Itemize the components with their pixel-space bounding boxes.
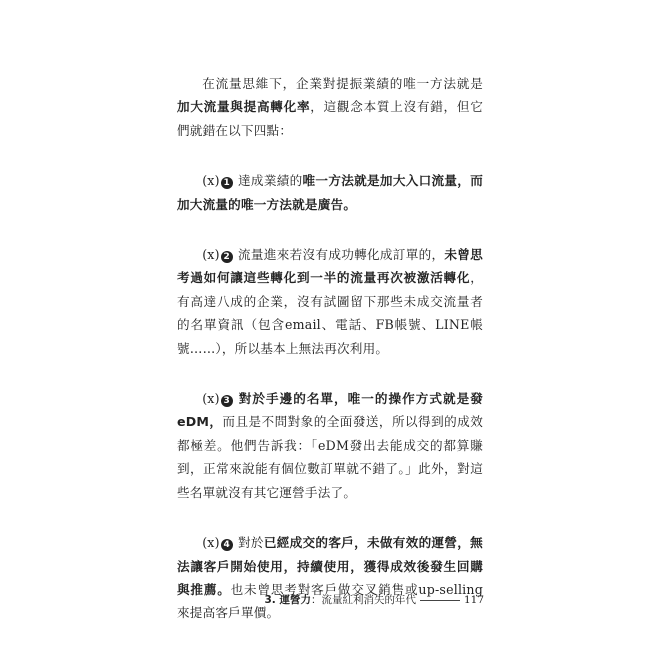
- text-segment: 也未曾思考對客戶做交叉銷售或up-selling來提高客戶單價。: [177, 581, 483, 621]
- chapter-title: 3. 運營力: [264, 594, 311, 606]
- paragraph-point-3: [177, 387, 483, 504]
- text-segment: 對於: [238, 535, 264, 551]
- text-segment-bold: 加大流量與提高轉化率: [177, 99, 311, 115]
- circled-number-icon: 4: [221, 539, 233, 551]
- text-segment: ，這觀念本質上沒有錯，但它們就錯在以下四點：: [177, 99, 484, 138]
- body-text: [177, 72, 483, 625]
- circled-number-icon: 3: [221, 395, 233, 407]
- circled-number-icon: 2: [221, 251, 233, 263]
- text-segment-bold: 未曾思考過如何讓這些轉化到一半的流量再次被激活轉化: [177, 247, 483, 286]
- text-segment-bold: 對於手邊的名單，唯一的操作方式就是發eDM，: [177, 391, 483, 430]
- paragraph-intro: [177, 72, 483, 142]
- chapter-subtitle: 流量紅利消失的年代: [321, 594, 416, 606]
- paragraph-point-2: [177, 243, 483, 360]
- paragraph-point-4: [177, 531, 483, 625]
- text-segment: 流量進來若沒有成功轉化成訂單的，: [238, 247, 445, 263]
- point-prefix: (x): [202, 173, 220, 189]
- page-number: 117: [463, 594, 484, 606]
- point-prefix: (x): [202, 247, 220, 263]
- point-prefix: (x): [202, 535, 220, 551]
- text-segment-bold: 唯一方法就是加大入口流量，而加大流量的唯一方法就是廣告。: [177, 173, 483, 212]
- point-prefix: (x): [202, 391, 220, 407]
- text-segment: ，有高達八成的企業，沒有試圖留下那些未成交流量者的名單資訊（包含email、電話、FB帳號、LINE帳號……），所以基本上無法再次利用。: [177, 270, 483, 356]
- footer-rule: [420, 600, 460, 601]
- paragraph-point-1: [177, 169, 483, 216]
- text-segment: 在流量思維下，企業對提振業績的唯一方法就是: [202, 76, 483, 91]
- text-segment-bold: 已經成交的客戶，未做有效的運營，無法讓客戶開始使用，持續使用，獲得成效後發生回購與推薦。: [177, 535, 483, 597]
- running-footer: [0, 592, 484, 607]
- footer-separator: ：: [310, 594, 322, 606]
- text-segment: 達成業績的: [238, 173, 303, 189]
- text-segment: 而且是不問對象的全面發送，所以得到的成效都極差。他們告訴我：「eDM發出去能成交的都算賺到，正常來說能有個位數訂單就不錯了。」此外，對這些名單就沒有其它運營手法了。: [177, 414, 484, 500]
- circled-number-icon: 1: [221, 177, 233, 189]
